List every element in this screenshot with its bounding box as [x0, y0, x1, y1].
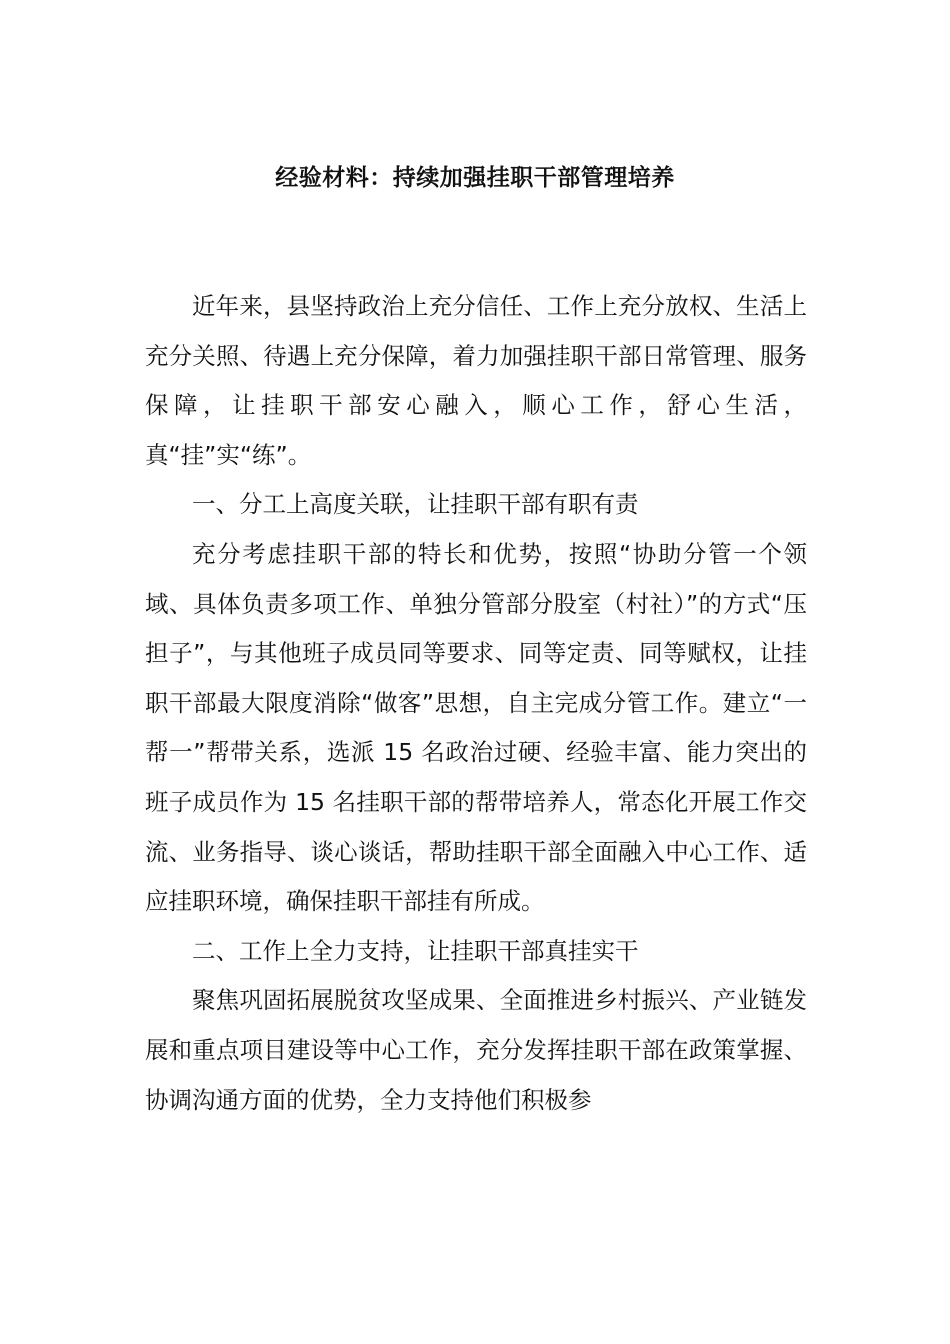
section-heading-2: 二、工作上全力支持，让挂职干部真挂实干: [192, 936, 639, 965]
paragraph-section-2: 聚焦巩固拓展脱贫攻坚成果、全面推进乡村振兴、产业链发展和重点项目建设等中心工作，充分发挥挂职干部在政策掌握、协调沟通方面的优势，全力支持他们积极参: [145, 986, 807, 1114]
paragraph-intro: 近年来，县坚持政治上充分信任、工作上充分放权、生活上充分关照、待遇上充分保障，着力加强挂职干部日常管理、服务保障，让挂职干部安心融入，顺心工作，舒心生活，真“挂”实“练”。: [145, 292, 807, 469]
document-title: 经验材料：持续加强挂职干部管理培养: [275, 165, 675, 191]
section-heading-1: 一、分工上高度关联，让挂职干部有职有责: [192, 490, 639, 519]
paragraph-section-1: 充分考虑挂职干部的特长和优势，按照“协助分管一个领域、具体负责多项工作、单独分管部分股室（村社）”的方式“压担子”，与其他班子成员同等要求、同等定责、同等赋权，让挂职干部最大限度消除“做客”思想，自主完成分管工作。建立“一帮一”帮带关系，选派 15 名政治过硬、经验丰富、能力突出的班子成员作为 15 名挂职干部的帮带培养人，常态化开展工作交流、业务指导、谈心谈话，帮助挂职干部全面融入中心工作、适应挂职环境，确保挂职干部挂有所成。: [145, 539, 807, 916]
document-body: [145, 282, 807, 1125]
